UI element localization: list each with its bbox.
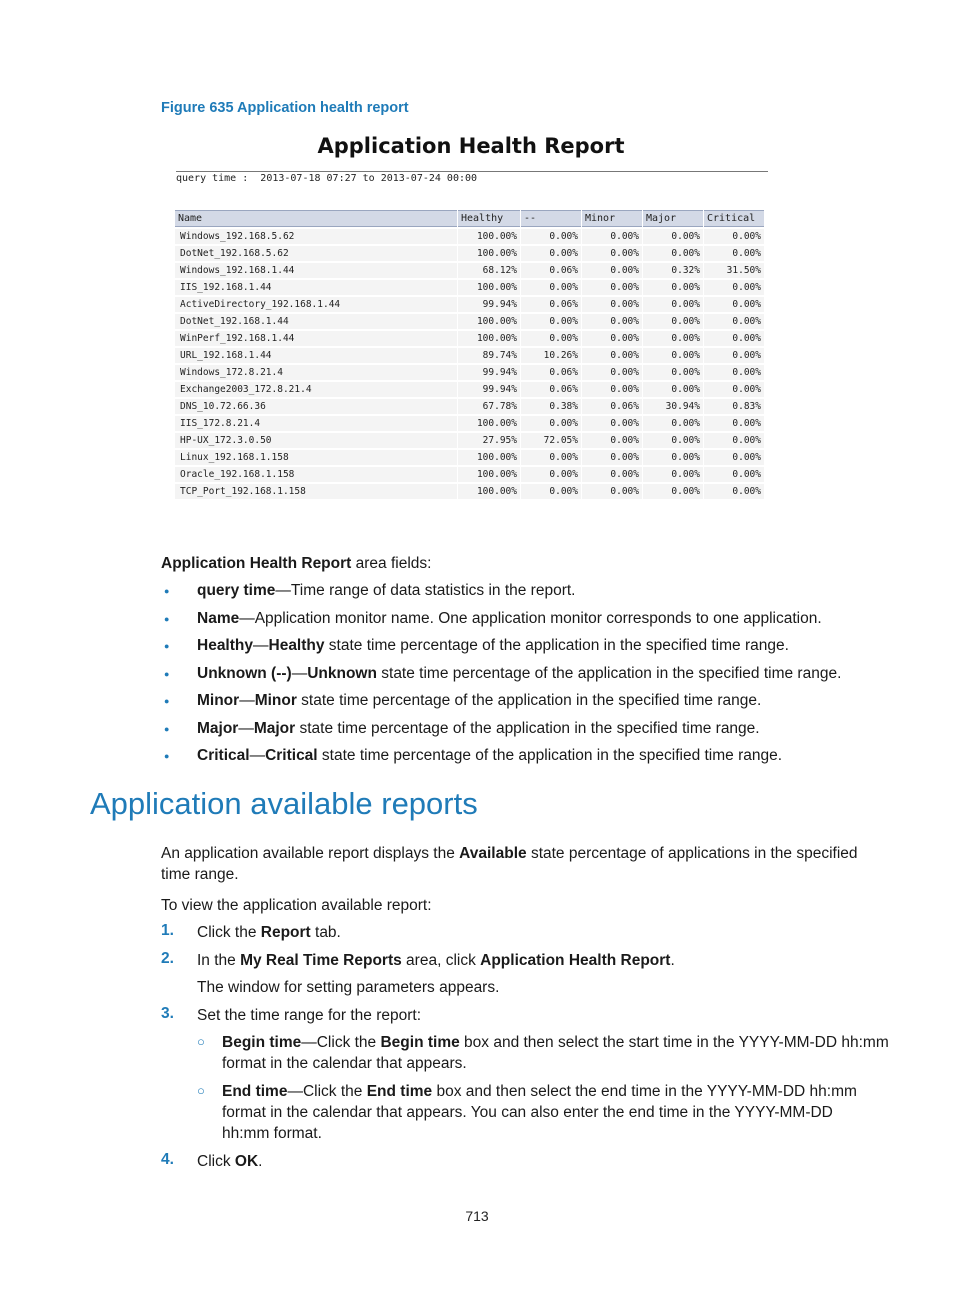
step-4: Click OK. bbox=[197, 1153, 263, 1170]
step-2: In the My Real Time Reports area, click Application Health Report. bbox=[197, 952, 675, 969]
cell-value: 72.05% bbox=[521, 433, 581, 448]
field-item: Major—Major state time percentage of the application in the specified time range. bbox=[197, 719, 760, 737]
cell-value: 31.50% bbox=[704, 263, 764, 278]
cell-value: 0.00% bbox=[582, 433, 642, 448]
cell-value: 0.00% bbox=[643, 280, 703, 295]
cell-value: 0.00% bbox=[521, 229, 581, 244]
cell-value: 99.94% bbox=[458, 382, 520, 397]
cell-name: DotNet_192.168.1.44 bbox=[175, 314, 457, 329]
cell-value: 0.06% bbox=[521, 365, 581, 380]
cell-value: 0.00% bbox=[704, 348, 764, 363]
cell-value: 0.00% bbox=[704, 484, 764, 499]
step-number: 2. bbox=[161, 950, 174, 967]
report-title: Application Health Report bbox=[317, 134, 625, 158]
table-row bbox=[175, 382, 764, 397]
col-name: Name bbox=[175, 210, 457, 227]
intro-paragraph: An application available report displays the Available state percentage of applications in the specified time range. bbox=[161, 845, 858, 883]
cell-value: 0.00% bbox=[643, 348, 703, 363]
cell-name: Linux_192.168.1.158 bbox=[175, 450, 457, 465]
cell-value: 30.94% bbox=[643, 399, 703, 414]
circle-bullet-icon: ○ bbox=[197, 1083, 205, 1098]
cell-value: 89.74% bbox=[458, 348, 520, 363]
cell-value: 0.00% bbox=[643, 365, 703, 380]
cell-value: 0.00% bbox=[582, 229, 642, 244]
cell-name: WinPerf_192.168.1.44 bbox=[175, 331, 457, 346]
cell-value: 0.00% bbox=[582, 297, 642, 312]
cell-value: 0.00% bbox=[704, 467, 764, 482]
cell-value: 0.00% bbox=[704, 450, 764, 465]
table-row bbox=[175, 399, 764, 414]
field-item: Healthy—Healthy state time percentage of the application in the specified time range. bbox=[197, 637, 789, 654]
field-item: Unknown (--)—Unknown state time percentage of the application in the specified time range. bbox=[197, 664, 842, 682]
step-2-note: The window for setting parameters appears. bbox=[197, 979, 500, 996]
cell-value: 0.00% bbox=[643, 484, 703, 499]
cell-value: 0.00% bbox=[521, 416, 581, 431]
cell-value: 0.00% bbox=[643, 331, 703, 346]
table-row bbox=[175, 365, 764, 380]
table-row bbox=[175, 484, 764, 499]
cell-value: 0.00% bbox=[643, 433, 703, 448]
field-item: query time—Time range of data statistics in the report. bbox=[197, 582, 576, 599]
table-row bbox=[175, 229, 764, 244]
cell-value: 0.00% bbox=[704, 433, 764, 448]
table-row bbox=[175, 433, 764, 448]
page-number: 713 bbox=[465, 1208, 489, 1224]
table-header-row bbox=[175, 210, 764, 227]
cell-name: DNS_10.72.66.36 bbox=[175, 399, 457, 414]
col-critical: Critical bbox=[704, 210, 764, 227]
field-item: Minor—Minor state time percentage of the application in the specified time range. bbox=[197, 692, 762, 709]
cell-value: 0.00% bbox=[582, 416, 642, 431]
cell-value: 99.94% bbox=[458, 297, 520, 312]
view-intro: To view the application available report: bbox=[161, 897, 432, 914]
cell-value: 0.32% bbox=[643, 263, 703, 278]
bullet-icon: ● bbox=[164, 586, 170, 596]
field-item: Critical—Critical state time percentage of the application in the specified time range. bbox=[197, 747, 783, 764]
field-item: Name—Application monitor name. One application monitor corresponds to one application. bbox=[197, 609, 822, 627]
figure-caption: Figure 635 Application health report bbox=[161, 100, 409, 116]
cell-name: Exchange2003_172.8.21.4 bbox=[175, 382, 457, 397]
cell-value: 0.06% bbox=[582, 399, 642, 414]
cell-value: 0.00% bbox=[582, 280, 642, 295]
step-number: 1. bbox=[161, 922, 174, 939]
col-minor: Minor bbox=[582, 210, 642, 227]
cell-value: 68.12% bbox=[458, 263, 520, 278]
cell-value: 0.00% bbox=[704, 229, 764, 244]
col-major: Major bbox=[643, 210, 703, 227]
cell-value: 0.00% bbox=[582, 331, 642, 346]
section-heading: Application available reports bbox=[90, 786, 478, 821]
cell-value: 0.00% bbox=[643, 314, 703, 329]
cell-value: 100.00% bbox=[458, 246, 520, 261]
cell-value: 0.00% bbox=[582, 484, 642, 499]
cell-value: 0.00% bbox=[582, 450, 642, 465]
cell-value: 0.00% bbox=[521, 450, 581, 465]
cell-name: Windows_192.168.5.62 bbox=[175, 229, 457, 244]
cell-value: 0.00% bbox=[521, 246, 581, 261]
table-row bbox=[175, 416, 764, 431]
cell-value: 100.00% bbox=[458, 467, 520, 482]
cell-value: 67.78% bbox=[458, 399, 520, 414]
cell-name: URL_192.168.1.44 bbox=[175, 348, 457, 363]
report-title-rule bbox=[176, 171, 768, 172]
cell-value: 0.38% bbox=[521, 399, 581, 414]
bullet-icon: ● bbox=[164, 751, 170, 761]
cell-value: 0.00% bbox=[521, 314, 581, 329]
cell-value: 0.00% bbox=[643, 297, 703, 312]
cell-value: 0.00% bbox=[582, 246, 642, 261]
cell-value: 0.00% bbox=[643, 382, 703, 397]
cell-value: 0.00% bbox=[704, 331, 764, 346]
table-body bbox=[175, 229, 764, 499]
bullet-icon: ● bbox=[164, 696, 170, 706]
cell-value: 99.94% bbox=[458, 365, 520, 380]
table-row bbox=[175, 348, 764, 363]
cell-value: 0.00% bbox=[704, 365, 764, 380]
cell-value: 0.00% bbox=[643, 450, 703, 465]
cell-value: 0.06% bbox=[521, 263, 581, 278]
table-row bbox=[175, 246, 764, 261]
cell-value: 0.00% bbox=[521, 467, 581, 482]
bullet-icon: ● bbox=[164, 723, 170, 734]
cell-value: 0.00% bbox=[704, 382, 764, 397]
query-time: query time : 2013-07-18 07:27 to 2013-07-24 00:00 bbox=[176, 173, 478, 184]
cell-value: 0.06% bbox=[521, 382, 581, 397]
table-row bbox=[175, 263, 764, 278]
bullet-icon: ● bbox=[164, 641, 170, 651]
cell-value: 0.00% bbox=[582, 365, 642, 380]
step-1: Click the Report tab. bbox=[197, 924, 341, 941]
circle-bullet-icon: ○ bbox=[197, 1034, 205, 1049]
health-table bbox=[174, 208, 765, 501]
report-screenshot bbox=[174, 132, 768, 518]
table-row bbox=[175, 467, 764, 482]
cell-value: 0.00% bbox=[643, 229, 703, 244]
cell-value: 0.00% bbox=[704, 246, 764, 261]
cell-name: IIS_192.168.1.44 bbox=[175, 280, 457, 295]
cell-name: Windows_172.8.21.4 bbox=[175, 365, 457, 380]
cell-value: 0.00% bbox=[643, 467, 703, 482]
table-row bbox=[175, 280, 764, 295]
cell-name: ActiveDirectory_192.168.1.44 bbox=[175, 297, 457, 312]
cell-value: 0.00% bbox=[704, 416, 764, 431]
cell-value: 27.95% bbox=[458, 433, 520, 448]
cell-value: 100.00% bbox=[458, 331, 520, 346]
cell-value: 0.06% bbox=[521, 297, 581, 312]
cell-value: 0.00% bbox=[704, 280, 764, 295]
step-number: 4. bbox=[161, 1151, 174, 1168]
cell-value: 0.00% bbox=[521, 331, 581, 346]
col-healthy: Healthy bbox=[458, 210, 520, 227]
cell-value: 0.00% bbox=[704, 314, 764, 329]
table-row bbox=[175, 450, 764, 465]
cell-value: 0.00% bbox=[582, 263, 642, 278]
cell-value: 0.83% bbox=[704, 399, 764, 414]
fields-intro: Application Health Report area fields: bbox=[161, 555, 432, 572]
cell-value: 100.00% bbox=[458, 314, 520, 329]
step-3: Set the time range for the report: bbox=[197, 1007, 422, 1024]
cell-value: 0.00% bbox=[521, 280, 581, 295]
table-row bbox=[175, 314, 764, 329]
step-number: 3. bbox=[161, 1005, 174, 1022]
table-row bbox=[175, 297, 764, 312]
table-row bbox=[175, 331, 764, 346]
cell-name: HP-UX_172.3.0.50 bbox=[175, 433, 457, 448]
cell-value: 100.00% bbox=[458, 450, 520, 465]
cell-value: 100.00% bbox=[458, 280, 520, 295]
cell-value: 0.00% bbox=[582, 348, 642, 363]
cell-name: Oracle_192.168.1.158 bbox=[175, 467, 457, 482]
cell-name: DotNet_192.168.5.62 bbox=[175, 246, 457, 261]
cell-name: TCP_Port_192.168.1.158 bbox=[175, 484, 457, 499]
cell-value: 0.00% bbox=[582, 382, 642, 397]
cell-value: 0.00% bbox=[704, 297, 764, 312]
cell-name: IIS_172.8.21.4 bbox=[175, 416, 457, 431]
col-unknown: -- bbox=[521, 210, 581, 227]
cell-value: 100.00% bbox=[458, 229, 520, 244]
cell-value: 10.26% bbox=[521, 348, 581, 363]
cell-value: 100.00% bbox=[458, 484, 520, 499]
cell-value: 0.00% bbox=[582, 467, 642, 482]
cell-value: 0.00% bbox=[521, 484, 581, 499]
cell-value: 0.00% bbox=[582, 314, 642, 329]
sub-item-begin-time: Begin time—Click the Begin time box and then select the start time in the YYYY-MM-DD hh:mm format in the calendar that appears. bbox=[222, 1034, 889, 1072]
cell-value: 0.00% bbox=[643, 416, 703, 431]
bullet-icon: ● bbox=[164, 668, 170, 679]
cell-value: 100.00% bbox=[458, 416, 520, 431]
cell-value: 0.00% bbox=[643, 246, 703, 261]
sub-item-end-time: End time—Click the End time box and then select the end time in the YYYY-MM-DD hh:mm format in the calendar that appears. You can also enter the end time in the YYYY-MM-DD hh:mm format. bbox=[222, 1083, 857, 1142]
bullet-icon: ● bbox=[164, 613, 170, 624]
cell-name: Windows_192.168.1.44 bbox=[175, 263, 457, 278]
